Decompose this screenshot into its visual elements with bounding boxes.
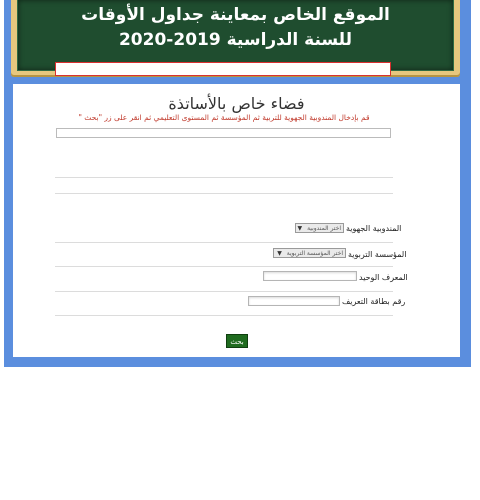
divider [55, 291, 393, 292]
header-title-line1: الموقع الخاص بمعاينة جداول الأوقات [81, 5, 390, 25]
id-card-input[interactable] [248, 296, 340, 306]
divider [55, 177, 393, 178]
regional-select-value: اختر المندوبية [307, 225, 341, 232]
info-field[interactable] [56, 128, 391, 138]
divider [55, 315, 393, 316]
school-select[interactable] [273, 248, 346, 258]
regional-select[interactable] [295, 223, 344, 233]
unique-id-label: المعرف الوحيد [359, 273, 408, 282]
unique-id-input[interactable] [263, 271, 357, 281]
school-label: المؤسسة التربوية [348, 250, 407, 259]
chevron-down-icon: ▼ [297, 225, 303, 232]
instruction-text: قم بإدخال المندوبية الجهوية للتربية ثم المؤسسة ثم المستوى التعليمي ثم انقر على زر "بحث " [78, 113, 370, 122]
main-panel [13, 84, 460, 357]
message-box [55, 62, 391, 76]
chevron-down-icon: ▼ [277, 250, 282, 257]
divider [55, 193, 393, 194]
search-button[interactable]: بحث [226, 334, 248, 348]
header-chalkboard [17, 0, 454, 71]
panel-title: فضاء خاص بالأساتذة [168, 94, 305, 113]
divider [55, 242, 393, 243]
id-card-label: رقم بطاقة التعريف [342, 297, 406, 306]
header-title-line2: للسنة الدراسية 2019-2020 [118, 30, 353, 50]
divider [55, 266, 393, 267]
regional-label: المندوبية الجهوية [346, 224, 402, 233]
school-select-value: اختر المؤسسة التربوية [286, 250, 343, 257]
